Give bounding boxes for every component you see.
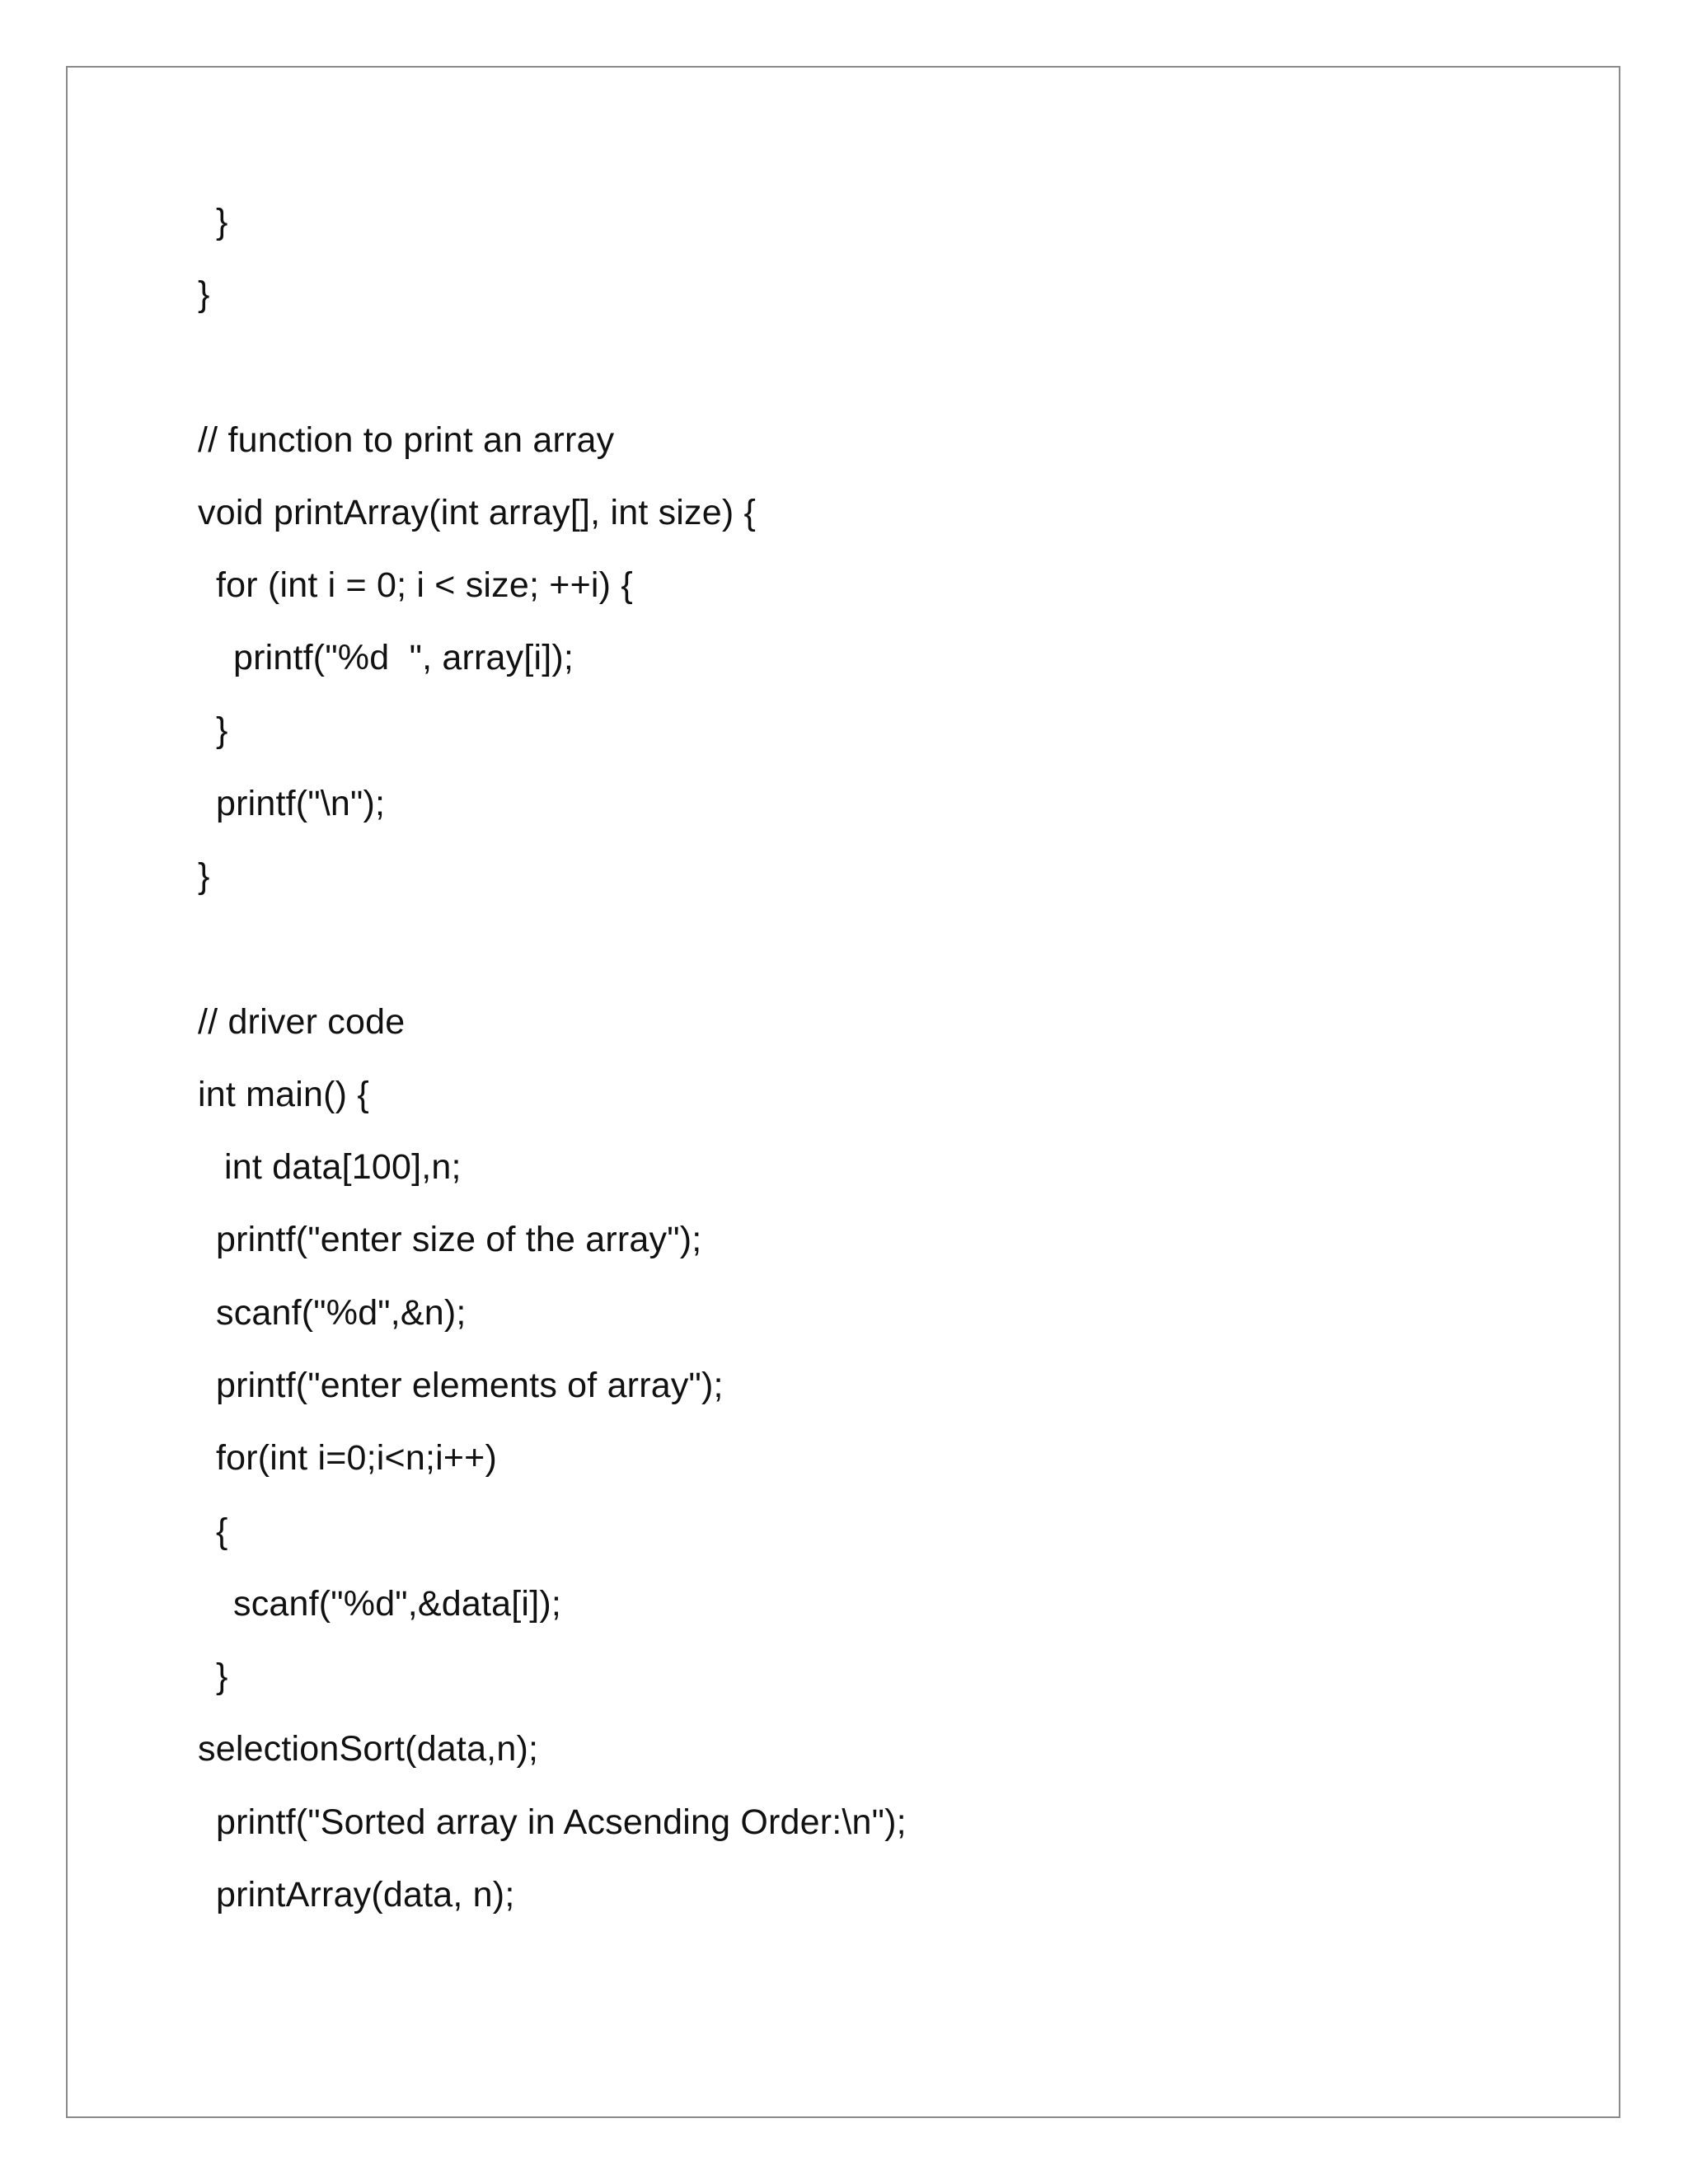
code-line: void printArray(int array[], int size) {: [198, 493, 757, 532]
code-line: selectionSort(data,n);: [198, 1729, 539, 1769]
code-line: }: [198, 856, 210, 896]
code-line: printf("enter elements of array");: [216, 1366, 724, 1405]
code-line: int data[100],n;: [224, 1147, 462, 1187]
code-line: }: [216, 1657, 228, 1696]
code-line: }: [216, 202, 228, 241]
code-line: {: [216, 1511, 228, 1551]
code-line: printf("\n");: [216, 784, 386, 823]
code-line: // driver code: [198, 1002, 406, 1042]
code-line: printf("enter size of the array");: [216, 1220, 702, 1259]
code-line: for (int i = 0; i < size; ++i) {: [216, 565, 633, 605]
code-line: printf("%d ", array[i]);: [233, 638, 574, 677]
code-line: for(int i=0;i<n;i++): [216, 1438, 498, 1478]
code-line: int main() {: [198, 1075, 369, 1114]
code-line: printArray(data, n);: [216, 1875, 515, 1915]
code-line: scanf("%d",&data[i]);: [233, 1584, 562, 1624]
code-line: printf("Sorted array in Acsending Order:\n");: [216, 1802, 907, 1842]
code-line: scanf("%d",&n);: [216, 1293, 467, 1333]
code-line: }: [216, 710, 228, 750]
code-line: }: [198, 274, 210, 314]
code-line: // function to print an array: [198, 420, 615, 460]
